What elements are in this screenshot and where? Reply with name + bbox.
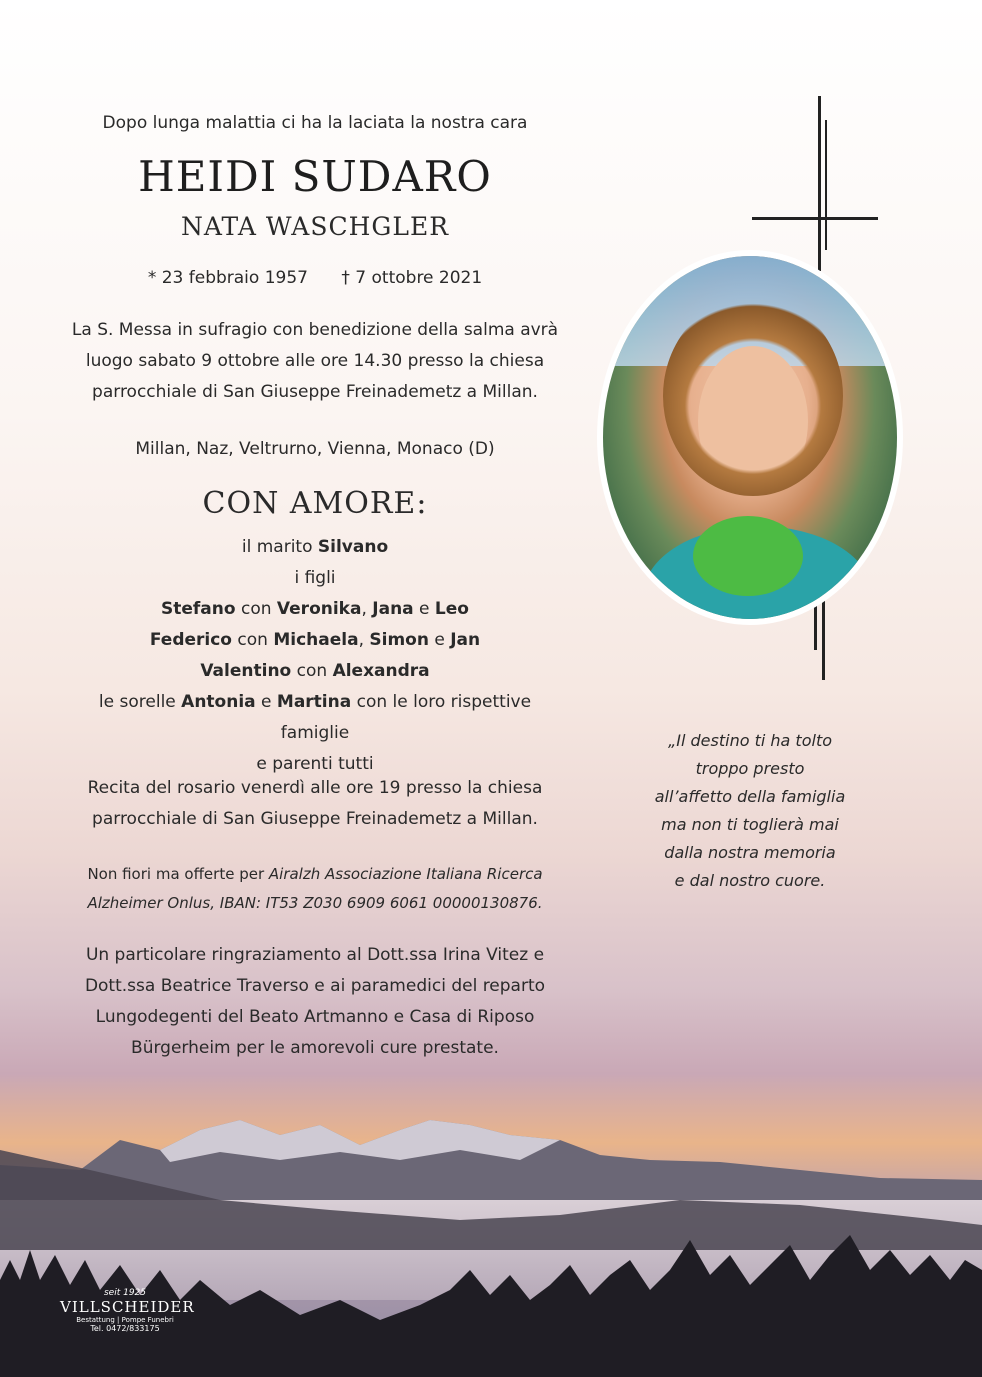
family-line: i figli (294, 568, 336, 588)
family-name: Simon (369, 630, 429, 650)
birth-date: * 23 febbraio 1957 (147, 268, 308, 288)
family-name: Silvano (317, 537, 389, 557)
text: , (361, 599, 373, 619)
funeral-home-logo (60, 1288, 195, 1333)
family-name: Veronika (276, 599, 362, 619)
donation-line: Alzheimer Onlus, IBAN: IT53 Z030 6909 6061 00000130876. (87, 894, 543, 912)
family-line (70, 625, 560, 656)
deceased-name: HEIDI SUDARO (138, 152, 492, 201)
quote-line: dalla nostra memoria (664, 843, 836, 862)
mass-info (70, 315, 560, 408)
family-line (70, 532, 560, 563)
places: Millan, Naz, Veltrurno, Vienna, Monaco (D) (135, 439, 495, 459)
donation-info (70, 860, 560, 918)
quote-line: troppo presto (695, 759, 805, 778)
thanks-info (70, 940, 560, 1064)
text: con (235, 599, 277, 619)
portrait-photo (597, 250, 903, 625)
text: Airalzh Associazione Italiana Ricerca (268, 865, 543, 883)
text: le sorelle (98, 692, 182, 712)
family-line (70, 687, 560, 749)
logo-brand: VILLSCHEIDER (60, 1298, 195, 1316)
quote-line: „Il destino ti ha tolto (667, 731, 832, 750)
family-line: e parenti tutti (256, 754, 374, 774)
rosary-line: Recita del rosario venerdì alle ore 19 presso la chiesa (87, 778, 543, 798)
death-date: † 7 ottobre 2021 (341, 268, 483, 288)
family-name: Stefano (161, 599, 236, 619)
text: e (428, 630, 451, 650)
quote-line: ma non ti toglierà mai (661, 815, 839, 834)
thanks-line: Un particolare ringraziamento al Dott.ssa Irina Vitez e (85, 945, 545, 965)
text: con (291, 661, 333, 681)
text: , (358, 630, 370, 650)
family-name: Valentino (200, 661, 292, 681)
dates (70, 268, 560, 288)
memorial-quote (630, 727, 870, 895)
quote-line: all’affetto della famiglia (654, 787, 846, 806)
love-heading: CON AMORE: (202, 486, 428, 521)
text: il marito (241, 537, 318, 557)
family-name: Jana (372, 599, 414, 619)
family-name: Martina (276, 692, 352, 712)
cross-icon (825, 120, 827, 250)
logo-tel: Tel. 0472/833175 (90, 1324, 160, 1333)
photo-hair (663, 296, 843, 496)
mass-line: La S. Messa in sufragio con benedizione della salma avrà (71, 320, 559, 340)
thanks-line: Bürgerheim per le amorevoli cure prestate. (131, 1038, 499, 1058)
family-line (70, 656, 560, 687)
family-line (70, 594, 560, 625)
family-name: Leo (434, 599, 469, 619)
text: con (231, 630, 274, 650)
family-name: Alexandra (332, 661, 430, 681)
mass-line: luogo sabato 9 ottobre alle ore 14.30 presso la chiesa (85, 351, 545, 371)
family-name: Federico (149, 630, 232, 650)
family-name: Michaela (273, 630, 359, 650)
family-list (70, 532, 560, 780)
maiden-name: NATA WASCHGLER (180, 212, 450, 241)
thanks-line: Dott.ssa Beatrice Traverso e ai paramedici del reparto (84, 976, 546, 996)
donation-line (70, 860, 560, 889)
thanks-line: Lungodegenti del Beato Artmanno e Casa di Riposo (95, 1007, 535, 1027)
portrait-image (603, 256, 897, 619)
cross-icon (818, 96, 821, 271)
quote-line: e dal nostro cuore. (674, 871, 826, 890)
cross-icon (752, 217, 878, 220)
mountain-landscape (0, 1090, 982, 1377)
intro-text: Dopo lunga malattia ci ha la laciata la nostra cara (102, 113, 528, 133)
text: e (413, 599, 435, 619)
logo-sub: Bestattung | Pompe Funebri (76, 1316, 174, 1324)
photo-collar (693, 516, 803, 596)
rosary-info (70, 773, 560, 835)
family-name: Jan (450, 630, 481, 650)
mass-line: parrocchiale di San Giuseppe Freinademetz a Millan. (92, 382, 538, 402)
logo-est: seit 1925 (103, 1288, 147, 1298)
family-name: Antonia (181, 692, 256, 712)
text: con le loro rispettive famiglie (280, 692, 532, 743)
text: e (255, 692, 277, 712)
rosary-line: parrocchiale di San Giuseppe Freinademetz a Millan. (92, 809, 538, 829)
text: Non fiori ma offerte per (87, 865, 269, 883)
